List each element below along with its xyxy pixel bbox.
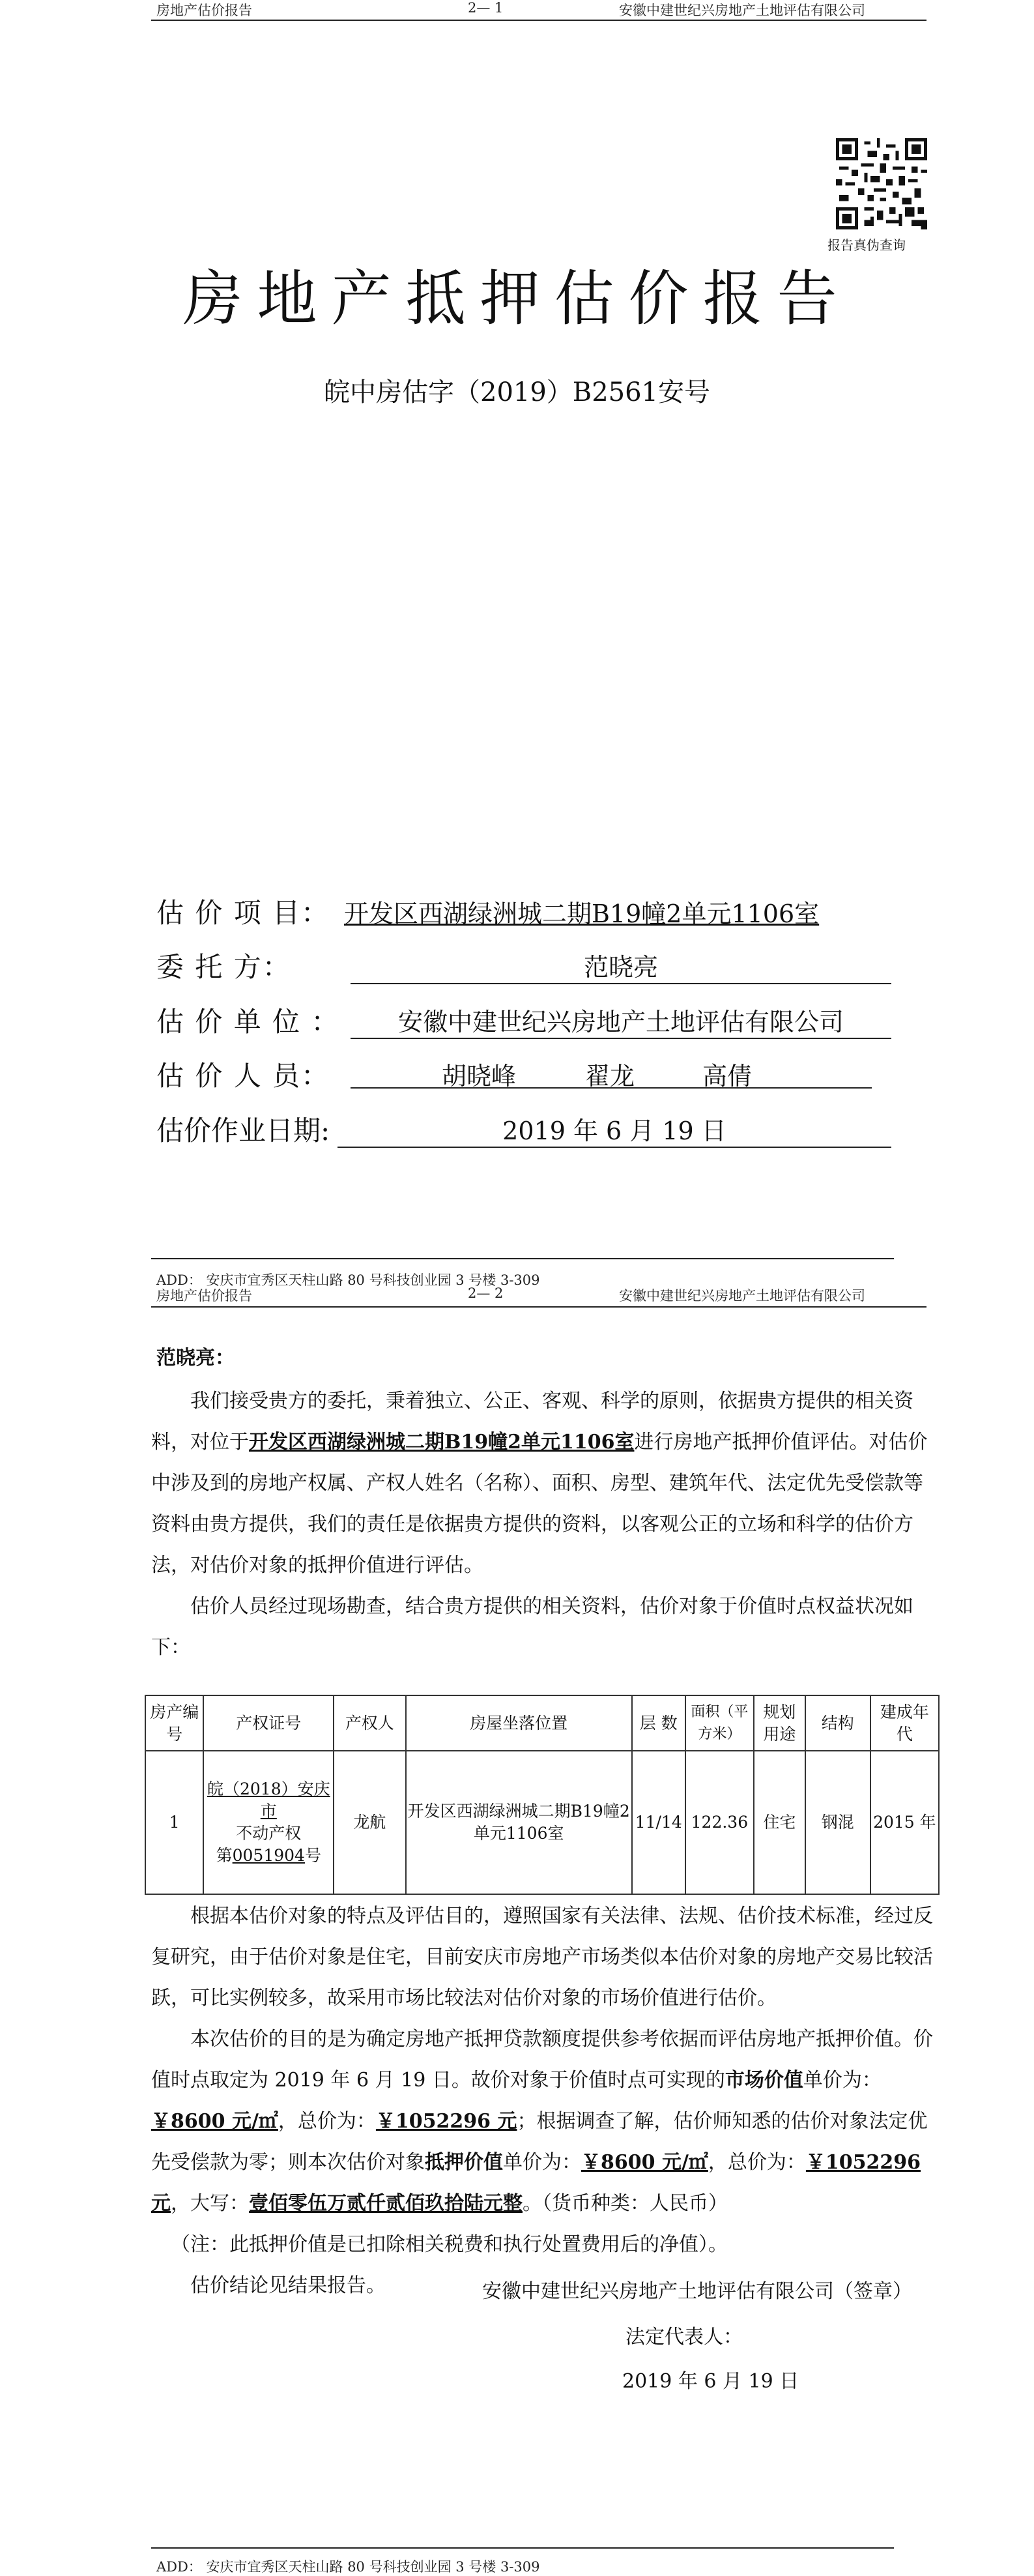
intro-text-a: 我们接受贵方的委托，秉着独立、公正、客观、科学的原则，依据贵方提供的相关资料，对位于 (151, 1390, 913, 1454)
cell-owner: 龙航 (334, 1751, 405, 1894)
col-header-cert: 产权证号 (203, 1695, 334, 1751)
mortgage-value-label: 抵押价值 (425, 2151, 503, 2174)
staff-name-1: 胡晓峰 (442, 1062, 517, 1090)
cell-no: 1 (145, 1751, 203, 1894)
date-value: 2019 年 6 月 19 日 (337, 1111, 891, 1148)
method-paragraph: 根据本估价对象的特点及评估目的，遵照国家有关法律、法规、估价技术标准，经过反复研究，由于估价对象是住宅，目前安庆市房地产市场类似本估价对象的房地产交易比较活跃，可比实例较多，故采用市场比较法对估价对象的市场价值进行估价。 (151, 1905, 933, 2010)
staff-name-2: 翟龙 (585, 1062, 635, 1090)
col-header-area: 面积（平方米） (685, 1695, 754, 1751)
see-result-paragraph: 估价结论见结果报告。 (190, 2274, 386, 2297)
date-label: 估价作业日期: (156, 1115, 330, 1147)
cert-number: 0051904 (232, 1846, 305, 1865)
conclusion-block (151, 1895, 933, 2306)
report-title: 房地产抵押估价报告 (182, 264, 852, 334)
col-header-floor: 层 数 (632, 1695, 685, 1751)
report-number: 皖中房估字（2019）B2561安号 (324, 377, 710, 407)
market-total-price: ￥1052296 元 (375, 2110, 517, 2133)
table-row (145, 1751, 939, 1894)
value-text-3: ，总价为： (278, 2110, 376, 2133)
cell-area: 122.36 (685, 1751, 754, 1894)
property-table (145, 1695, 940, 1895)
intro-property-address: 开发区西湖绿洲城二期B19幢2单元1106室 (249, 1431, 635, 1454)
value-text-6: ，总价为： (708, 2151, 806, 2174)
value-text-1: 本次估价的目的是为确定房地产抵押贷款额度提供参考依据而评估房地产抵押价值。价值时点取定为 2019 年 6 月 19 日。故价对象于价值时点可实现的 (151, 2028, 933, 2092)
cell-floor: 11/14 (632, 1751, 685, 1894)
client-label: 委 托 方： (156, 951, 291, 983)
cert-line-c: 第 (216, 1846, 233, 1865)
col-header-use: 规划用途 (754, 1695, 805, 1751)
signature-company: 安徽中建世纪兴房地产土地评估有限公司（签章） (482, 2280, 912, 2303)
mortgage-unit-price: ￥8600 元/㎡ (581, 2151, 708, 2174)
col-header-year: 建成年代 (870, 1695, 939, 1751)
client-value: 范晓亮 (351, 947, 891, 984)
value-text-7: ，大写： (171, 2192, 249, 2215)
signature-date: 2019 年 6 月 19 日 (622, 2370, 799, 2393)
amount-in-words: 壹佰零伍万贰仟贰佰玖拾陆元整 (249, 2192, 523, 2215)
value-text-8: 。（货币种类：人民币） (523, 2192, 728, 2215)
project-value: 开发区西湖绿洲城二期B19幢2单元1106室 (344, 900, 820, 928)
col-header-no: 房产编号 (145, 1695, 203, 1751)
qr-code-icon (836, 138, 927, 229)
cell-year: 2015 年 (870, 1751, 939, 1894)
unit-label: 估 价 单 位 ： (156, 1006, 340, 1038)
page-header-number: 2— 2 (468, 1285, 504, 1301)
value-text-5: 单价为： (503, 2151, 581, 2174)
qr-caption: 报告真伪查询 (827, 237, 906, 253)
project-label: 估 价 项 目： (156, 897, 330, 929)
page-footer-address: ADD： 安庆市宜秀区天柱山路 80 号科技创业园 3 号楼 3-309 (156, 2559, 540, 2575)
mortgage-total-price: ￥1052296 元 (151, 2151, 921, 2215)
signature-representative: 法定代表人： (625, 2326, 743, 2349)
cell-use: 住宅 (754, 1751, 805, 1894)
cell-structure: 钢混 (805, 1751, 870, 1894)
col-header-location: 房屋坐落位置 (406, 1695, 632, 1751)
salutation: 范晓亮： (156, 1347, 235, 1369)
staff-label: 估 价 人 员： (156, 1060, 330, 1092)
page-header-company: 安徽中建世纪兴房地产土地评估有限公司 (619, 3, 865, 18)
cert-line-b: 不动产权 (236, 1824, 302, 1843)
page-header-left: 房地产估价报告 (156, 1288, 252, 1304)
intro-text-b: 进行房地产抵押价值评估。对估价中涉及到的房地产权属、产权人姓名（名称）、面积、房型、建筑年代、法定优先受偿款等资料由贵方提供，我们的责任是依据贵方提供的资料，以客观公正的立场和科学的估价方法，对估价对象的抵押价值进行评估。 (151, 1431, 928, 1577)
value-text-4: ；根据调查了解，估价师知悉的估价对象法定优先受偿款为零；则本次估价对象 (151, 2110, 928, 2174)
cert-suffix: 号 (304, 1846, 321, 1865)
page-header-left: 房地产估价报告 (156, 3, 252, 18)
header-rule (151, 1306, 926, 1308)
unit-value: 安徽中建世纪兴房地产土地评估有限公司 (351, 1002, 891, 1039)
col-header-owner: 产权人 (334, 1695, 405, 1751)
cell-cert (203, 1751, 334, 1894)
table-header-row (145, 1695, 939, 1751)
page-footer-address: ADD： 安庆市宜秀区天柱山路 80 号科技创业园 3 号楼 3-309 (156, 1272, 540, 1288)
col-header-structure: 结构 (805, 1695, 870, 1751)
note-paragraph: （注：此抵押价值是已扣除相关税费和执行处置费用后的净值）。 (171, 2233, 728, 2256)
intro-paragraph (151, 1381, 933, 1668)
cell-location: 开发区西湖绿洲城二期B19幢2单元1106室 (406, 1751, 632, 1894)
cert-line-a: 皖（2018）安庆市 (207, 1779, 330, 1821)
page-header-number: 2— 1 (468, 0, 504, 16)
market-value-label: 市场价值 (725, 2069, 803, 2092)
footer-rule (151, 2547, 894, 2549)
value-paragraph (151, 2019, 933, 2224)
footer-rule (151, 1258, 894, 1259)
staff-line (351, 1056, 872, 1089)
header-rule (151, 20, 926, 21)
staff-name-3: 高倩 (702, 1062, 753, 1090)
survey-paragraph: 估价人员经过现场勘查，结合贵方提供的相关资料，估价对象于价值时点权益状况如下： (151, 1595, 913, 1659)
value-text-2: 单价为： (803, 2069, 882, 2092)
market-unit-price: ￥8600 元/㎡ (151, 2110, 278, 2133)
page-header-company: 安徽中建世纪兴房地产土地评估有限公司 (619, 1288, 865, 1304)
